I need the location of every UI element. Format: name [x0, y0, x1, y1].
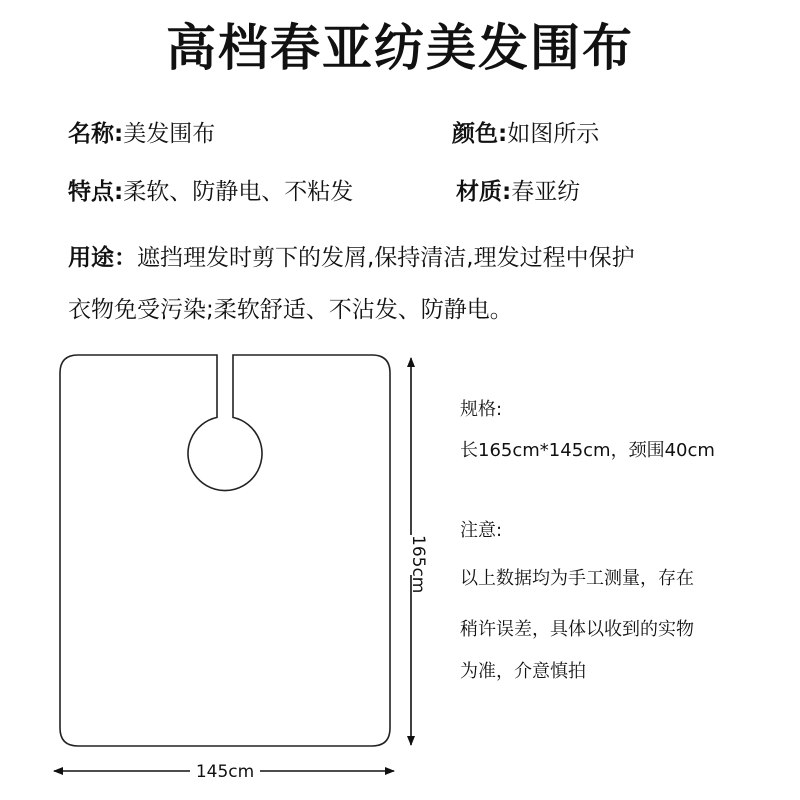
cape-outline [60, 355, 390, 746]
height-label: 165cm [408, 535, 428, 594]
note-line2: 稍许误差，具体以收到的实物 [460, 619, 694, 640]
material-label: 材质: [456, 179, 512, 205]
name-label: 名称: [68, 121, 124, 147]
material-value: 春亚纺 [511, 179, 581, 205]
usage-line1: 遮挡理发时剪下的发屑,保持清洁,理发过程中保护 [137, 245, 635, 271]
note-label: 注意: [460, 520, 503, 541]
color-label: 颜色: [452, 121, 508, 147]
note-line1: 以上数据均为手工测量，存在 [460, 568, 694, 589]
feature-value: 柔软、防静电、不粘发 [123, 179, 354, 205]
note-line3: 为准，介意慎拍 [460, 661, 586, 682]
width-label: 145cm [190, 762, 260, 782]
spec-label: 规格: [460, 399, 503, 420]
feature-label: 特点: [68, 179, 124, 205]
name-value: 美发围布 [123, 121, 216, 147]
color-value: 如图所示 [507, 121, 600, 147]
page-title: 高档春亚纺美发围布 [166, 19, 634, 77]
usage-label: 用途： [68, 245, 137, 271]
usage-line2: 衣物免受污染;柔软舒适、不沾发、防静电。 [68, 297, 513, 323]
spec-value: 长165cm*145cm，颈围40cm [460, 440, 715, 461]
